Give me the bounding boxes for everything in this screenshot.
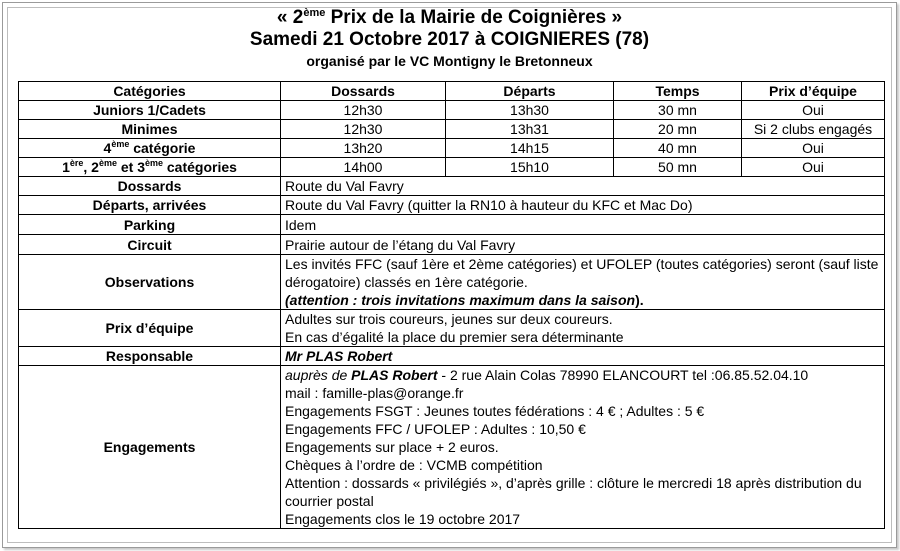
warning-text: (attention : trois invitations maximum dans la saison (285, 292, 636, 308)
col-header-categories: Catégories (19, 82, 281, 101)
cat-rest: catégorie (129, 140, 196, 156)
col-header-departs: Départs (446, 82, 614, 101)
title-prefix: « 2 (276, 7, 304, 28)
page-frame (2, 2, 897, 548)
eng-name: PLAS Robert (351, 367, 438, 383)
cat-3-sup: ème (144, 158, 163, 168)
eng-ffc: Engagements FFC / UFOLEP : Adultes : 10,50 € (285, 421, 586, 437)
info-value: Mr PLAS Robert (281, 347, 885, 366)
cat-2: , 2 (83, 159, 99, 175)
row-departs: 13h31 (446, 120, 614, 139)
row-departs: 14h15 (446, 139, 614, 158)
col-header-prix: Prix d’équipe (742, 82, 885, 101)
cat-1-sup: ère (69, 158, 84, 168)
info-row-circuit (19, 235, 885, 255)
document-header (3, 7, 896, 70)
row-prix: Si 2 clubs engagés (742, 120, 885, 139)
row-category (19, 158, 281, 177)
info-row-responsable (19, 347, 885, 366)
race-info-table (18, 81, 885, 529)
warning-end: ). (635, 292, 644, 308)
eng-attention: Attention : dossards « privilégiés », d’après grille : clôture le mercredi 18 après distribution du courrier postal (285, 475, 862, 509)
prix-line-1: Adultes sur trois coureurs, jeunes sur deux coureurs. (285, 311, 613, 327)
cat-1: 1 (62, 159, 70, 175)
cat-number: 4 (103, 140, 112, 156)
info-label: Responsable (19, 347, 281, 366)
eng-cheques: Chèques à l’ordre de : VCMB compétition (285, 457, 543, 473)
eng-aupres: auprès de (285, 367, 352, 383)
cat-rest: catégories (163, 159, 237, 175)
row-category: Juniors 1/Cadets (19, 101, 281, 120)
row-dossards: 13h20 (281, 139, 446, 158)
row-dossards: 12h30 (281, 101, 446, 120)
row-category (19, 139, 281, 158)
eng-place: Engagements sur place + 2 euros. (285, 439, 499, 455)
info-value: Route du Val Favry (281, 177, 885, 196)
race-title (3, 7, 896, 29)
info-value: Idem (281, 215, 885, 235)
observations-warning (285, 291, 880, 309)
info-label: Circuit (19, 235, 281, 255)
row-departs: 15h10 (446, 158, 614, 177)
row-temps: 20 mn (614, 120, 742, 139)
row-prix: Oui (742, 139, 885, 158)
title-sup: ème (303, 7, 326, 19)
info-label: Parking (19, 215, 281, 235)
row-category: Minimes (19, 120, 281, 139)
col-header-temps: Temps (614, 82, 742, 101)
cat-3: et 3 (116, 159, 145, 175)
eng-contact (285, 366, 880, 384)
info-label: Dossards (19, 177, 281, 196)
info-label: Départs, arrivées (19, 196, 281, 215)
cat-2-sup: ème (98, 158, 117, 168)
observations-text: Les invités FFC (sauf 1ère et 2ème catégories) et UFOLEP (toutes catégories) seront (sauf liste dérogatoire) classés en 1ère catégorie. (285, 256, 879, 290)
cat-sup: ème (111, 139, 130, 149)
table-header-row (19, 82, 885, 101)
row-prix: Oui (742, 158, 885, 177)
title-rest: Prix de la Mairie de Coignières » (325, 7, 623, 28)
info-row-observations (19, 255, 885, 310)
row-temps: 40 mn (614, 139, 742, 158)
col-header-dossards: Dossards (281, 82, 446, 101)
eng-fsgt: Engagements FSGT : Jeunes toutes fédérations : 4 € ; Adultes : 5 € (285, 403, 705, 419)
row-dossards: 12h30 (281, 120, 446, 139)
race-date: Samedi 21 Octobre 2017 à COIGNIERES (78) (249, 29, 650, 50)
info-row-departs (19, 196, 885, 215)
info-label: Observations (19, 255, 281, 310)
row-dossards: 14h00 (281, 158, 446, 177)
row-departs: 13h30 (446, 101, 614, 120)
row-temps: 50 mn (614, 158, 742, 177)
info-value (281, 310, 885, 347)
info-row-engagements (19, 366, 885, 529)
table-row (19, 139, 885, 158)
table-row (19, 101, 885, 120)
table-row (19, 120, 885, 139)
organizer-line: organisé par le VC Montigny le Bretonneux (306, 53, 593, 69)
info-label: Engagements (19, 366, 281, 529)
info-value (281, 255, 885, 310)
info-row-parking (19, 215, 885, 235)
eng-address: - 2 rue Alain Colas 78990 ELANCOURT tel :06.85.52.04.10 (437, 367, 809, 383)
info-label: Prix d’équipe (19, 310, 281, 347)
table-row (19, 158, 885, 177)
prix-line-2: En cas d’égalité la place du premier sera déterminante (285, 329, 624, 345)
eng-clos: Engagements clos le 19 octobre 2017 (285, 511, 521, 527)
info-row-dossards (19, 177, 885, 196)
info-row-prix (19, 310, 885, 347)
info-value (281, 366, 885, 529)
row-temps: 30 mn (614, 101, 742, 120)
row-prix: Oui (742, 101, 885, 120)
info-value: Prairie autour de l’étang du Val Favry (281, 235, 885, 255)
info-value: Route du Val Favry (quitter la RN10 à hauteur du KFC et Mac Do) (281, 196, 885, 215)
eng-mail: mail : famille-plas@orange.fr (285, 385, 464, 401)
